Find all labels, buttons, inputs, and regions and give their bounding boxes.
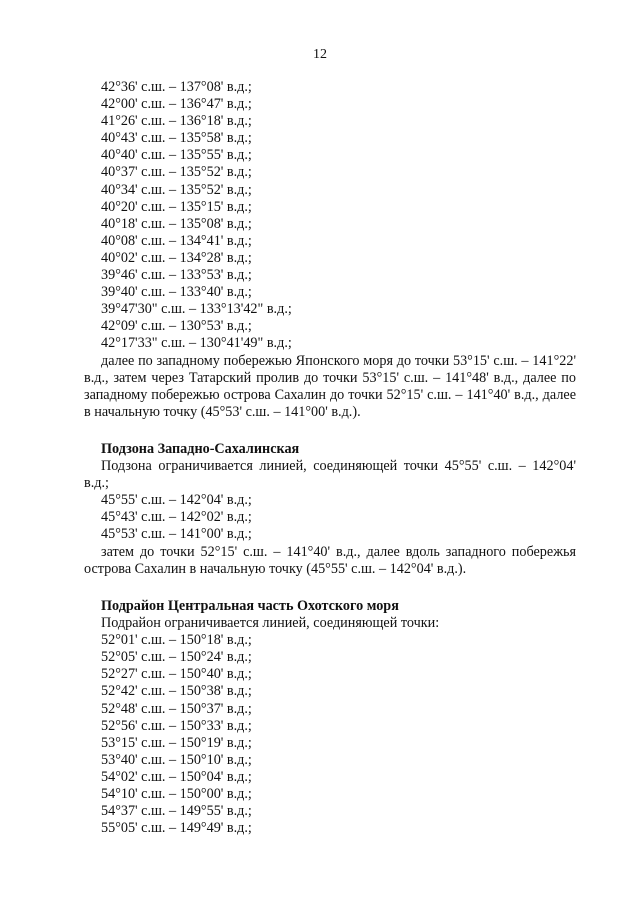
coordinate-list (84, 79, 576, 353)
coordinate-item: 52°56' с.ш. – 150°33' в.д.; (101, 717, 252, 734)
coordinate-item: 45°43' с.ш. – 142°02' в.д.; (101, 509, 252, 526)
coordinate-item: 42°00' с.ш. – 136°47' в.д.; (101, 96, 252, 113)
coordinate-item: 52°42' с.ш. – 150°38' в.д.; (101, 683, 252, 700)
section-1-closing: далее по западному побережью Японского моря до точки 53°15' с.ш. – 141°22' в.д., затем через Татарский пролив до точки 53°15' с.ш. – 141°48' в.д., далее по западному побережью острова Сахалин до точки 52°15' с.ш. – 141°40' в.д., далее в начальную точку (45°53' с.ш. – 141°00' в.д.). (84, 352, 576, 420)
coordinate-item: 45°53' с.ш. – 141°00' в.д.; (101, 526, 252, 543)
coordinate-item: 52°01' с.ш. – 150°18' в.д.; (101, 632, 252, 649)
coordinate-item: 40°40' с.ш. – 135°55' в.д.; (101, 147, 252, 164)
coordinate-item: 54°37' с.ш. – 149°55' в.д.; (101, 803, 252, 820)
coordinate-item: 40°37' с.ш. – 135°52' в.д.; (101, 164, 252, 181)
section-3 (84, 598, 576, 837)
coordinate-item: 40°34' с.ш. – 135°52' в.д.; (101, 181, 252, 198)
coordinate-item: 42°17'33" с.ш. – 130°41'49" в.д.; (101, 335, 292, 352)
coordinate-item: 41°26' с.ш. – 136°18' в.д.; (101, 113, 252, 130)
coordinate-item: 53°15' с.ш. – 150°19' в.д.; (101, 734, 252, 751)
coordinate-item: 52°48' с.ш. – 150°37' в.д.; (101, 700, 252, 717)
coordinate-item: 54°10' с.ш. – 150°00' в.д.; (101, 786, 252, 803)
coordinate-list (84, 632, 576, 837)
coordinate-item: 39°40' с.ш. – 133°40' в.д.; (101, 284, 252, 301)
coordinate-item: 42°36' с.ш. – 137°08' в.д.; (101, 79, 252, 95)
coordinate-item: 40°20' с.ш. – 135°15' в.д.; (101, 198, 252, 215)
coordinate-list (84, 492, 576, 543)
coordinate-item: 55°05' с.ш. – 149°49' в.д.; (101, 820, 252, 837)
coordinate-item: 40°02' с.ш. – 134°28' в.д.; (101, 249, 252, 266)
coordinate-item: 42°09' с.ш. – 130°53' в.д.; (101, 318, 252, 335)
coordinate-item: 52°05' с.ш. – 150°24' в.д.; (101, 649, 252, 666)
section-2 (84, 441, 576, 578)
section-2-heading: Подзона Западно-Сахалинская (101, 441, 300, 457)
coordinate-item: 40°18' с.ш. – 135°08' в.д.; (101, 215, 252, 232)
coordinate-item: 40°08' с.ш. – 134°41' в.д.; (101, 232, 252, 249)
coordinate-item: 52°27' с.ш. – 150°40' в.д.; (101, 666, 252, 683)
coordinate-item: 54°02' с.ш. – 150°04' в.д.; (101, 768, 252, 785)
coordinate-item: 39°46' с.ш. – 133°53' в.д.; (101, 267, 252, 284)
coordinate-item: 45°55' с.ш. – 142°04' в.д.; (101, 492, 252, 509)
section-3-intro: Подрайон ограничивается линией, соединяющей точки: (101, 615, 440, 632)
page-number: 12 (313, 47, 327, 62)
coordinate-item: 39°47'30" с.ш. – 133°13'42" в.д.; (101, 301, 292, 318)
section-2-closing: затем до точки 52°15' с.ш. – 141°40' в.д., далее вдоль западного побережья острова Сахалин в начальную точку (45°55' с.ш. – 142°04' в.д.). (84, 543, 576, 577)
section-3-heading: Подрайон Центральная часть Охотского моря (101, 598, 399, 614)
section-2-intro: Подзона ограничивается линией, соединяющей точки 45°55' с.ш. – 142°04' в.д.; (84, 458, 576, 492)
coordinate-item: 40°43' с.ш. – 135°58' в.д.; (101, 130, 252, 147)
section-1 (84, 79, 576, 421)
coordinate-item: 53°40' с.ш. – 150°10' в.д.; (101, 751, 252, 768)
